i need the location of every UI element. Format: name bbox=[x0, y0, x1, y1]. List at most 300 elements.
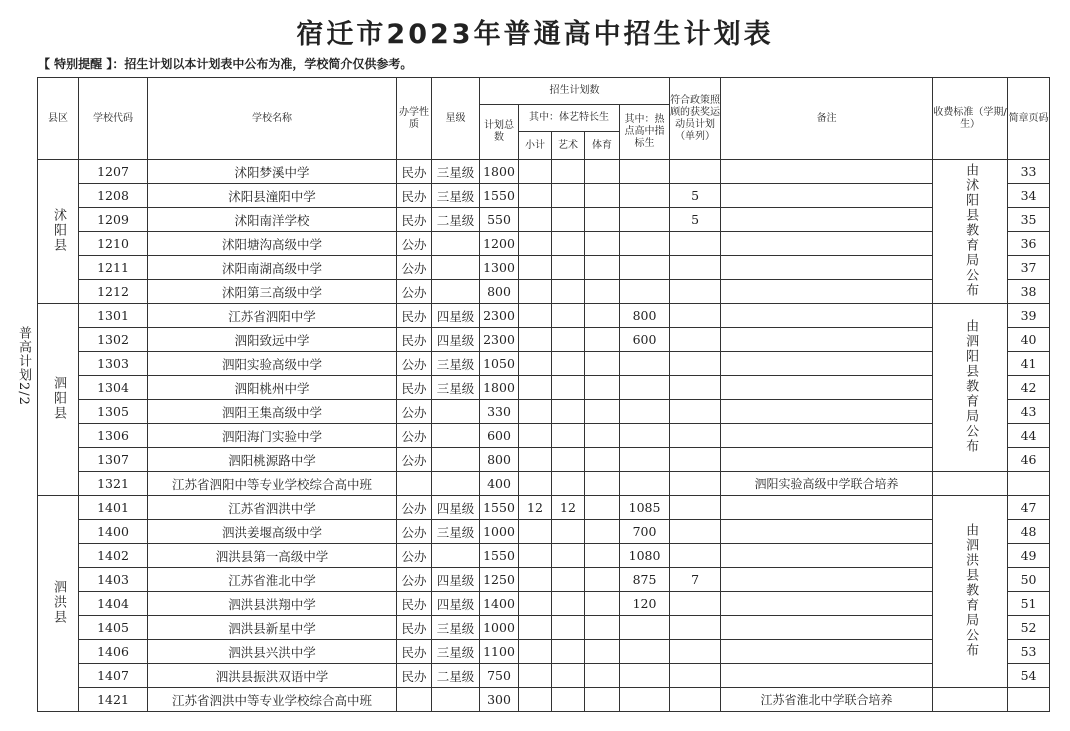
header-remark: 备注 bbox=[721, 78, 933, 160]
page-cell: 34 bbox=[1008, 184, 1050, 208]
star-cell: 三星级 bbox=[432, 352, 480, 376]
hot-quota-cell bbox=[620, 664, 670, 688]
table-row bbox=[38, 328, 1050, 352]
art-cell bbox=[552, 232, 585, 256]
remark-cell: 泗阳实验高级中学联合培养 bbox=[721, 472, 933, 496]
nature-cell: 公办 bbox=[397, 568, 432, 592]
plan-total-cell: 1800 bbox=[480, 160, 519, 184]
school-name-cell: 沭阳第三高级中学 bbox=[148, 280, 397, 304]
subtotal-cell bbox=[519, 592, 552, 616]
art-cell bbox=[552, 664, 585, 688]
plan-total-cell: 600 bbox=[480, 424, 519, 448]
table-row bbox=[38, 592, 1050, 616]
table-row bbox=[38, 616, 1050, 640]
school-code-cell: 1403 bbox=[79, 568, 148, 592]
nature-cell: 公办 bbox=[397, 352, 432, 376]
subtotal-cell bbox=[519, 184, 552, 208]
star-cell bbox=[432, 544, 480, 568]
page-cell bbox=[1008, 688, 1050, 712]
art-cell bbox=[552, 160, 585, 184]
nature-cell: 公办 bbox=[397, 496, 432, 520]
art-cell bbox=[552, 592, 585, 616]
page-cell: 38 bbox=[1008, 280, 1050, 304]
art-cell bbox=[552, 208, 585, 232]
art-cell bbox=[552, 568, 585, 592]
remark-cell bbox=[721, 304, 933, 328]
page-cell: 41 bbox=[1008, 352, 1050, 376]
star-cell bbox=[432, 472, 480, 496]
page-cell: 54 bbox=[1008, 664, 1050, 688]
remark-cell bbox=[721, 400, 933, 424]
sport-cell bbox=[585, 184, 620, 208]
enrollment-plan-table bbox=[37, 77, 1050, 712]
art-cell bbox=[552, 280, 585, 304]
school-code-cell: 1304 bbox=[79, 376, 148, 400]
sport-cell bbox=[585, 616, 620, 640]
school-code-cell: 1307 bbox=[79, 448, 148, 472]
remark-cell bbox=[721, 376, 933, 400]
school-name-cell: 江苏省泗阳中学 bbox=[148, 304, 397, 328]
fee-label: 由泗阳县教育局公布 bbox=[963, 318, 979, 454]
athlete-cell bbox=[670, 400, 721, 424]
school-name-cell: 泗洪姜堰高级中学 bbox=[148, 520, 397, 544]
subtotal-cell bbox=[519, 472, 552, 496]
nature-cell: 公办 bbox=[397, 280, 432, 304]
header-county: 县区 bbox=[38, 78, 79, 160]
school-name-cell: 江苏省泗阳中等专业学校综合高中班 bbox=[148, 472, 397, 496]
header-athlete: 符合政策照顾的获奖运动员计划（单列） bbox=[670, 78, 721, 160]
page-cell: 37 bbox=[1008, 256, 1050, 280]
page-cell: 42 bbox=[1008, 376, 1050, 400]
athlete-cell bbox=[670, 520, 721, 544]
nature-cell bbox=[397, 688, 432, 712]
hot-quota-cell: 875 bbox=[620, 568, 670, 592]
plan-total-cell: 1050 bbox=[480, 352, 519, 376]
athlete-cell bbox=[670, 352, 721, 376]
athlete-cell: 5 bbox=[670, 208, 721, 232]
remark-cell bbox=[721, 232, 933, 256]
remark-cell bbox=[721, 280, 933, 304]
nature-cell: 公办 bbox=[397, 232, 432, 256]
sport-cell bbox=[585, 208, 620, 232]
plan-total-cell: 550 bbox=[480, 208, 519, 232]
table-row bbox=[38, 400, 1050, 424]
art-cell bbox=[552, 616, 585, 640]
header-fee: 收费标准（学期/生） bbox=[933, 78, 1008, 160]
header-star: 星级 bbox=[432, 78, 480, 160]
fee-label: 由沭阳县教育局公布 bbox=[963, 162, 979, 298]
side-page-note: 普高计划2/2 bbox=[16, 326, 31, 406]
remark-cell bbox=[721, 160, 933, 184]
plan-total-cell: 1550 bbox=[480, 544, 519, 568]
art-cell bbox=[552, 256, 585, 280]
nature-cell: 公办 bbox=[397, 448, 432, 472]
school-name-cell: 江苏省淮北中学 bbox=[148, 568, 397, 592]
hot-quota-cell: 120 bbox=[620, 592, 670, 616]
art-cell: 12 bbox=[552, 496, 585, 520]
plan-total-cell: 1200 bbox=[480, 232, 519, 256]
star-cell: 四星级 bbox=[432, 328, 480, 352]
nature-cell: 公办 bbox=[397, 520, 432, 544]
subtotal-cell bbox=[519, 568, 552, 592]
nature-cell: 民办 bbox=[397, 592, 432, 616]
art-cell bbox=[552, 640, 585, 664]
school-code-cell: 1303 bbox=[79, 352, 148, 376]
remark-cell bbox=[721, 664, 933, 688]
header-code: 学校代码 bbox=[79, 78, 148, 160]
page-cell: 36 bbox=[1008, 232, 1050, 256]
header-art: 艺术 bbox=[552, 132, 585, 160]
remark-cell bbox=[721, 592, 933, 616]
school-code-cell: 1407 bbox=[79, 664, 148, 688]
page-cell: 49 bbox=[1008, 544, 1050, 568]
table-row bbox=[38, 568, 1050, 592]
county-cell bbox=[38, 160, 79, 304]
star-cell: 三星级 bbox=[432, 376, 480, 400]
star-cell bbox=[432, 256, 480, 280]
remark-cell bbox=[721, 184, 933, 208]
sport-cell bbox=[585, 520, 620, 544]
school-name-cell: 泗阳王集高级中学 bbox=[148, 400, 397, 424]
sport-cell bbox=[585, 232, 620, 256]
sport-cell bbox=[585, 496, 620, 520]
sport-cell bbox=[585, 472, 620, 496]
fee-cell bbox=[933, 472, 1008, 496]
nature-cell: 民办 bbox=[397, 616, 432, 640]
athlete-cell: 5 bbox=[670, 184, 721, 208]
remark-cell bbox=[721, 448, 933, 472]
school-code-cell: 1211 bbox=[79, 256, 148, 280]
table-row bbox=[38, 496, 1050, 520]
subtotal-cell bbox=[519, 544, 552, 568]
hot-quota-cell: 600 bbox=[620, 328, 670, 352]
header-arts-sports: 其中：体艺特长生 bbox=[519, 105, 620, 132]
plan-total-cell: 1400 bbox=[480, 592, 519, 616]
fee-cell bbox=[933, 496, 1008, 688]
page-cell: 46 bbox=[1008, 448, 1050, 472]
athlete-cell bbox=[670, 280, 721, 304]
remark-cell bbox=[721, 616, 933, 640]
subtotal-cell bbox=[519, 256, 552, 280]
page-cell: 43 bbox=[1008, 400, 1050, 424]
school-name-cell: 泗阳实验高级中学 bbox=[148, 352, 397, 376]
school-name-cell: 泗洪县振洪双语中学 bbox=[148, 664, 397, 688]
star-cell: 三星级 bbox=[432, 520, 480, 544]
remark-cell bbox=[721, 424, 933, 448]
sport-cell bbox=[585, 640, 620, 664]
star-cell: 三星级 bbox=[432, 160, 480, 184]
table-body bbox=[38, 160, 1050, 712]
sport-cell bbox=[585, 160, 620, 184]
athlete-cell bbox=[670, 376, 721, 400]
athlete-cell bbox=[670, 328, 721, 352]
art-cell bbox=[552, 544, 585, 568]
hot-quota-cell: 800 bbox=[620, 304, 670, 328]
athlete-cell bbox=[670, 424, 721, 448]
star-cell: 二星级 bbox=[432, 664, 480, 688]
athlete-cell bbox=[670, 256, 721, 280]
star-cell: 四星级 bbox=[432, 592, 480, 616]
school-name-cell: 沭阳南湖高级中学 bbox=[148, 256, 397, 280]
hot-quota-cell bbox=[620, 256, 670, 280]
sport-cell bbox=[585, 280, 620, 304]
star-cell bbox=[432, 448, 480, 472]
plan-total-cell: 300 bbox=[480, 688, 519, 712]
school-name-cell: 沭阳南洋学校 bbox=[148, 208, 397, 232]
star-cell: 四星级 bbox=[432, 304, 480, 328]
school-code-cell: 1301 bbox=[79, 304, 148, 328]
athlete-cell bbox=[670, 448, 721, 472]
county-label: 泗阳县 bbox=[51, 375, 66, 421]
school-name-cell: 泗洪县新星中学 bbox=[148, 616, 397, 640]
school-name-cell: 泗洪县第一高级中学 bbox=[148, 544, 397, 568]
star-cell: 三星级 bbox=[432, 184, 480, 208]
nature-cell: 民办 bbox=[397, 640, 432, 664]
hot-quota-cell bbox=[620, 640, 670, 664]
remark-cell bbox=[721, 640, 933, 664]
school-code-cell: 1404 bbox=[79, 592, 148, 616]
table-row bbox=[38, 280, 1050, 304]
school-name-cell: 泗洪县洪翔中学 bbox=[148, 592, 397, 616]
nature-cell: 公办 bbox=[397, 256, 432, 280]
art-cell bbox=[552, 472, 585, 496]
subtotal-cell bbox=[519, 688, 552, 712]
athlete-cell bbox=[670, 616, 721, 640]
page-cell: 35 bbox=[1008, 208, 1050, 232]
header-nature: 办学性质 bbox=[397, 78, 432, 160]
school-name-cell: 沭阳梦溪中学 bbox=[148, 160, 397, 184]
school-code-cell: 1400 bbox=[79, 520, 148, 544]
hot-quota-cell: 1080 bbox=[620, 544, 670, 568]
athlete-cell bbox=[670, 592, 721, 616]
nature-cell: 民办 bbox=[397, 208, 432, 232]
sport-cell bbox=[585, 688, 620, 712]
art-cell bbox=[552, 424, 585, 448]
header-page: 简章页码 bbox=[1008, 78, 1050, 160]
table-header bbox=[38, 78, 1050, 160]
plan-total-cell: 800 bbox=[480, 280, 519, 304]
header-hot: 其中：热点高中指标生 bbox=[620, 105, 670, 160]
hot-quota-cell: 1085 bbox=[620, 496, 670, 520]
plan-total-cell: 1800 bbox=[480, 376, 519, 400]
sport-cell bbox=[585, 376, 620, 400]
table-row bbox=[38, 208, 1050, 232]
sport-cell bbox=[585, 664, 620, 688]
star-cell bbox=[432, 232, 480, 256]
school-code-cell: 1208 bbox=[79, 184, 148, 208]
school-code-cell: 1401 bbox=[79, 496, 148, 520]
school-code-cell: 1421 bbox=[79, 688, 148, 712]
plan-total-cell: 330 bbox=[480, 400, 519, 424]
plan-total-cell: 1000 bbox=[480, 616, 519, 640]
page-cell: 51 bbox=[1008, 592, 1050, 616]
page-title: 宿迁市2023年普通高中招生计划表 bbox=[296, 19, 774, 50]
nature-cell: 民办 bbox=[397, 328, 432, 352]
table-row bbox=[38, 184, 1050, 208]
art-cell bbox=[552, 520, 585, 544]
school-code-cell: 1405 bbox=[79, 616, 148, 640]
fee-cell bbox=[933, 688, 1008, 712]
sport-cell bbox=[585, 352, 620, 376]
sport-cell bbox=[585, 400, 620, 424]
subtotal-cell bbox=[519, 376, 552, 400]
hot-quota-cell bbox=[620, 400, 670, 424]
page-cell: 44 bbox=[1008, 424, 1050, 448]
table-row bbox=[38, 640, 1050, 664]
school-name-cell: 泗阳海门实验中学 bbox=[148, 424, 397, 448]
page-cell: 40 bbox=[1008, 328, 1050, 352]
remark-cell bbox=[721, 328, 933, 352]
athlete-cell bbox=[670, 304, 721, 328]
subtotal-cell bbox=[519, 328, 552, 352]
page-cell: 47 bbox=[1008, 496, 1050, 520]
county-label: 沭阳县 bbox=[51, 207, 66, 253]
page-cell: 33 bbox=[1008, 160, 1050, 184]
school-name-cell: 泗洪县兴洪中学 bbox=[148, 640, 397, 664]
fee-cell bbox=[933, 304, 1008, 472]
header-total: 计划总数 bbox=[480, 105, 519, 160]
school-name-cell: 泗阳桃源路中学 bbox=[148, 448, 397, 472]
table-row bbox=[38, 448, 1050, 472]
star-cell: 二星级 bbox=[432, 208, 480, 232]
plan-total-cell: 2300 bbox=[480, 304, 519, 328]
school-code-cell: 1212 bbox=[79, 280, 148, 304]
county-label: 泗洪县 bbox=[51, 579, 66, 625]
art-cell bbox=[552, 328, 585, 352]
school-code-cell: 1321 bbox=[79, 472, 148, 496]
page-cell: 50 bbox=[1008, 568, 1050, 592]
table-row bbox=[38, 520, 1050, 544]
subtotal-cell bbox=[519, 304, 552, 328]
nature-cell: 公办 bbox=[397, 424, 432, 448]
subtotal-cell bbox=[519, 520, 552, 544]
athlete-cell bbox=[670, 160, 721, 184]
subtotal-cell bbox=[519, 640, 552, 664]
star-cell: 四星级 bbox=[432, 496, 480, 520]
school-name-cell: 江苏省泗洪中等专业学校综合高中班 bbox=[148, 688, 397, 712]
school-name-cell: 江苏省泗洪中学 bbox=[148, 496, 397, 520]
page-cell bbox=[1008, 472, 1050, 496]
athlete-cell bbox=[670, 472, 721, 496]
art-cell bbox=[552, 352, 585, 376]
athlete-cell bbox=[670, 640, 721, 664]
nature-cell: 公办 bbox=[397, 544, 432, 568]
plan-total-cell: 1250 bbox=[480, 568, 519, 592]
subtotal-cell bbox=[519, 208, 552, 232]
plan-total-cell: 1550 bbox=[480, 184, 519, 208]
table-row bbox=[38, 472, 1050, 496]
county-cell bbox=[38, 496, 79, 712]
school-code-cell: 1305 bbox=[79, 400, 148, 424]
sport-cell bbox=[585, 256, 620, 280]
remark-cell bbox=[721, 208, 933, 232]
star-cell bbox=[432, 688, 480, 712]
table-row bbox=[38, 232, 1050, 256]
school-name-cell: 泗阳桃州中学 bbox=[148, 376, 397, 400]
art-cell bbox=[552, 304, 585, 328]
table-row bbox=[38, 424, 1050, 448]
athlete-cell bbox=[670, 496, 721, 520]
hot-quota-cell bbox=[620, 448, 670, 472]
plan-total-cell: 800 bbox=[480, 448, 519, 472]
sport-cell bbox=[585, 304, 620, 328]
sport-cell bbox=[585, 568, 620, 592]
hot-quota-cell bbox=[620, 376, 670, 400]
hot-quota-cell bbox=[620, 184, 670, 208]
school-code-cell: 1210 bbox=[79, 232, 148, 256]
table-row bbox=[38, 160, 1050, 184]
sport-cell bbox=[585, 328, 620, 352]
table-row bbox=[38, 664, 1050, 688]
subtotal-cell bbox=[519, 448, 552, 472]
sport-cell bbox=[585, 544, 620, 568]
plan-total-cell: 750 bbox=[480, 664, 519, 688]
school-code-cell: 1302 bbox=[79, 328, 148, 352]
header-name: 学校名称 bbox=[148, 78, 397, 160]
sport-cell bbox=[585, 424, 620, 448]
subtotal-cell bbox=[519, 400, 552, 424]
nature-cell: 民办 bbox=[397, 664, 432, 688]
athlete-cell bbox=[670, 664, 721, 688]
school-code-cell: 1406 bbox=[79, 640, 148, 664]
remark-cell bbox=[721, 544, 933, 568]
hot-quota-cell bbox=[620, 424, 670, 448]
table-row bbox=[38, 544, 1050, 568]
art-cell bbox=[552, 448, 585, 472]
star-cell: 三星级 bbox=[432, 640, 480, 664]
remark-cell bbox=[721, 352, 933, 376]
plan-total-cell: 1100 bbox=[480, 640, 519, 664]
nature-cell: 民办 bbox=[397, 184, 432, 208]
star-cell bbox=[432, 280, 480, 304]
remark-cell bbox=[721, 256, 933, 280]
art-cell bbox=[552, 376, 585, 400]
athlete-cell bbox=[670, 232, 721, 256]
athlete-cell bbox=[670, 544, 721, 568]
header-subtotal: 小计 bbox=[519, 132, 552, 160]
nature-cell: 民办 bbox=[397, 160, 432, 184]
header-sport: 体育 bbox=[585, 132, 620, 160]
remark-cell: 江苏省淮北中学联合培养 bbox=[721, 688, 933, 712]
star-cell bbox=[432, 400, 480, 424]
nature-cell: 民办 bbox=[397, 304, 432, 328]
plan-total-cell: 1000 bbox=[480, 520, 519, 544]
page-cell: 39 bbox=[1008, 304, 1050, 328]
nature-cell: 公办 bbox=[397, 400, 432, 424]
remark-cell bbox=[721, 568, 933, 592]
page-cell: 48 bbox=[1008, 520, 1050, 544]
hot-quota-cell bbox=[620, 688, 670, 712]
athlete-cell: 7 bbox=[670, 568, 721, 592]
school-name-cell: 泗阳致远中学 bbox=[148, 328, 397, 352]
hot-quota-cell bbox=[620, 232, 670, 256]
star-cell: 四星级 bbox=[432, 568, 480, 592]
fee-cell bbox=[933, 160, 1008, 304]
nature-cell bbox=[397, 472, 432, 496]
table-row bbox=[38, 352, 1050, 376]
school-name-cell: 沭阳塘沟高级中学 bbox=[148, 232, 397, 256]
star-cell bbox=[432, 424, 480, 448]
table-row bbox=[38, 376, 1050, 400]
plan-total-cell: 1300 bbox=[480, 256, 519, 280]
hot-quota-cell bbox=[620, 472, 670, 496]
fee-label: 由泗洪县教育局公布 bbox=[963, 522, 979, 658]
sport-cell bbox=[585, 592, 620, 616]
hot-quota-cell bbox=[620, 352, 670, 376]
plan-total-cell: 400 bbox=[480, 472, 519, 496]
hot-quota-cell bbox=[620, 160, 670, 184]
table-row bbox=[38, 688, 1050, 712]
